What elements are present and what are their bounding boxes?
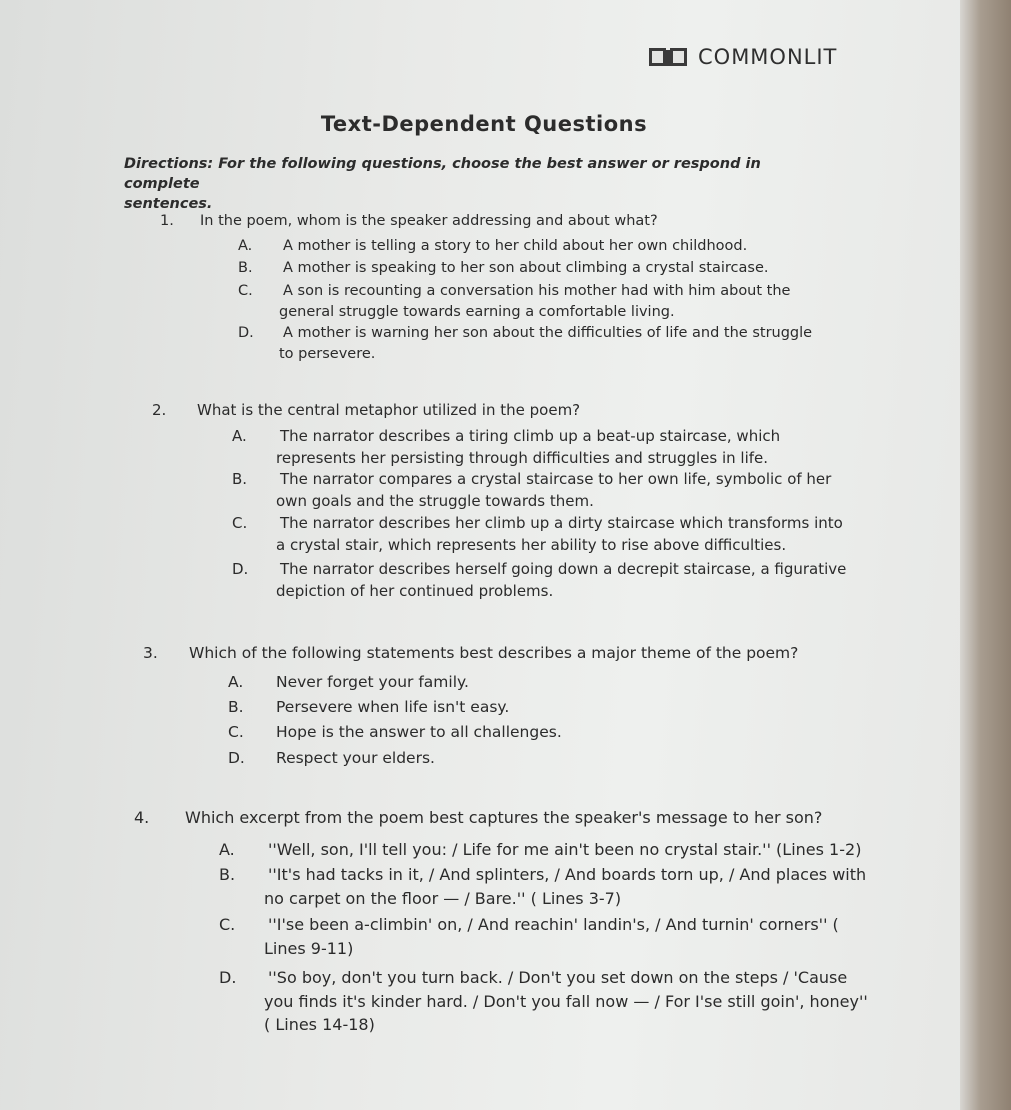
answer-option-text: A mother is telling a story to her child about her own childhood.	[283, 238, 748, 254]
question-number: 1.	[160, 213, 174, 229]
answer-option-text: A son is recounting a conversation his mother had with him about the	[283, 283, 791, 299]
question-number: 3.	[143, 644, 158, 662]
answer-option-text: general struggle towards earning a comfortable living.	[279, 304, 675, 321]
answer-option-text: a crystal stair, which represents her ability to rise above difficulties.	[276, 535, 787, 554]
answer-option-text: The narrator describes a tiring climb up a beat-up staircase, which	[280, 427, 781, 445]
logo-text: COMMONLIT	[698, 45, 838, 69]
answer-option-letter: D.	[232, 560, 249, 578]
answer-option-text: own goals and the struggle towards them.	[276, 491, 594, 510]
answer-option-letter: D.	[228, 749, 245, 767]
answer-option-text: ''Well, son, I'll tell you: / Life for me ain't been no crystal stair.'' (Lines 1-2)	[268, 840, 862, 859]
answer-option-text: ( Lines 14-18)	[264, 1015, 375, 1034]
answer-option-text: Lines 9-11)	[264, 938, 354, 958]
table-edge-background	[960, 0, 1011, 1110]
question-number: 2.	[152, 401, 167, 419]
answer-option-text: ''So boy, don't you turn back. / Don't you set down on the steps / 'Cause	[268, 968, 848, 987]
answer-option-text: The narrator describes herself going down a decrepit staircase, a figurative	[280, 560, 847, 578]
directions-line: sentences.	[124, 196, 213, 212]
directions	[124, 154, 804, 214]
answer-option-text: A mother is warning her son about the difficulties of life and the struggle	[283, 325, 813, 341]
answer-option-letter: B.	[238, 260, 253, 276]
answer-option-letter: C.	[238, 283, 253, 299]
question-number: 4.	[134, 808, 150, 827]
answer-option-text: depiction of her continued problems.	[276, 581, 554, 600]
answer-option-letter: A.	[232, 427, 247, 445]
commonlit-logo	[648, 45, 837, 69]
question-text: In the poem, whom is the speaker addressing and about what?	[200, 213, 658, 229]
answer-option-letter: A.	[219, 840, 235, 859]
answer-option-letter: B.	[219, 865, 236, 884]
answer-option-letter: A.	[238, 238, 253, 254]
answer-option-text: no carpet on the floor — / Bare.'' ( Lines 3-7)	[264, 888, 622, 908]
answer-option-text: Hope is the answer to all challenges.	[276, 723, 562, 741]
question-text: What is the central metaphor utilized in the poem?	[197, 401, 581, 419]
directions-line: Directions: For the following questions, choose the best answer or respond in complete	[124, 156, 761, 192]
answer-option-text: to persevere.	[279, 346, 376, 363]
answer-option-letter: C.	[232, 514, 248, 532]
answer-option-text: Persevere when life isn't easy.	[276, 698, 510, 716]
answer-option-letter: A.	[228, 673, 244, 691]
answer-option-text: The narrator compares a crystal staircase to her own life, symbolic of her	[280, 470, 832, 488]
answer-option-text: you finds it's kinder hard. / Don't you fall now — / For I'se still goin', honey''	[264, 991, 868, 1011]
answer-option-letter: C.	[219, 915, 236, 934]
answer-option-letter: D.	[238, 325, 254, 341]
answer-option-text: ''It's had tacks in it, / And splinters, / And boards torn up, / And places with	[268, 865, 867, 884]
question-text: Which of the following statements best describes a major theme of the poem?	[189, 644, 799, 662]
answer-option-text: represents her persisting through difficulties and struggles in life.	[276, 448, 769, 467]
answer-option-text: Respect your elders.	[276, 749, 435, 767]
answer-option-text: Never forget your family.	[276, 673, 469, 691]
answer-option-text: The narrator describes her climb up a dirty staircase which transforms into	[280, 514, 843, 532]
answer-option-text: ''I'se been a-climbin' on, / And reachin' landin's, / And turnin' corners'' (	[268, 915, 839, 934]
answer-option-letter: B.	[232, 470, 248, 488]
page-title: Text-Dependent Questions	[320, 112, 648, 136]
open-book-icon	[648, 46, 688, 68]
answer-option-letter: B.	[228, 698, 244, 716]
answer-option-letter: C.	[228, 723, 244, 741]
question-text: Which excerpt from the poem best captures the speaker's message to her son?	[185, 808, 823, 827]
answer-option-letter: D.	[219, 968, 237, 987]
answer-option-text: A mother is speaking to her son about climbing a crystal staircase.	[283, 260, 769, 276]
